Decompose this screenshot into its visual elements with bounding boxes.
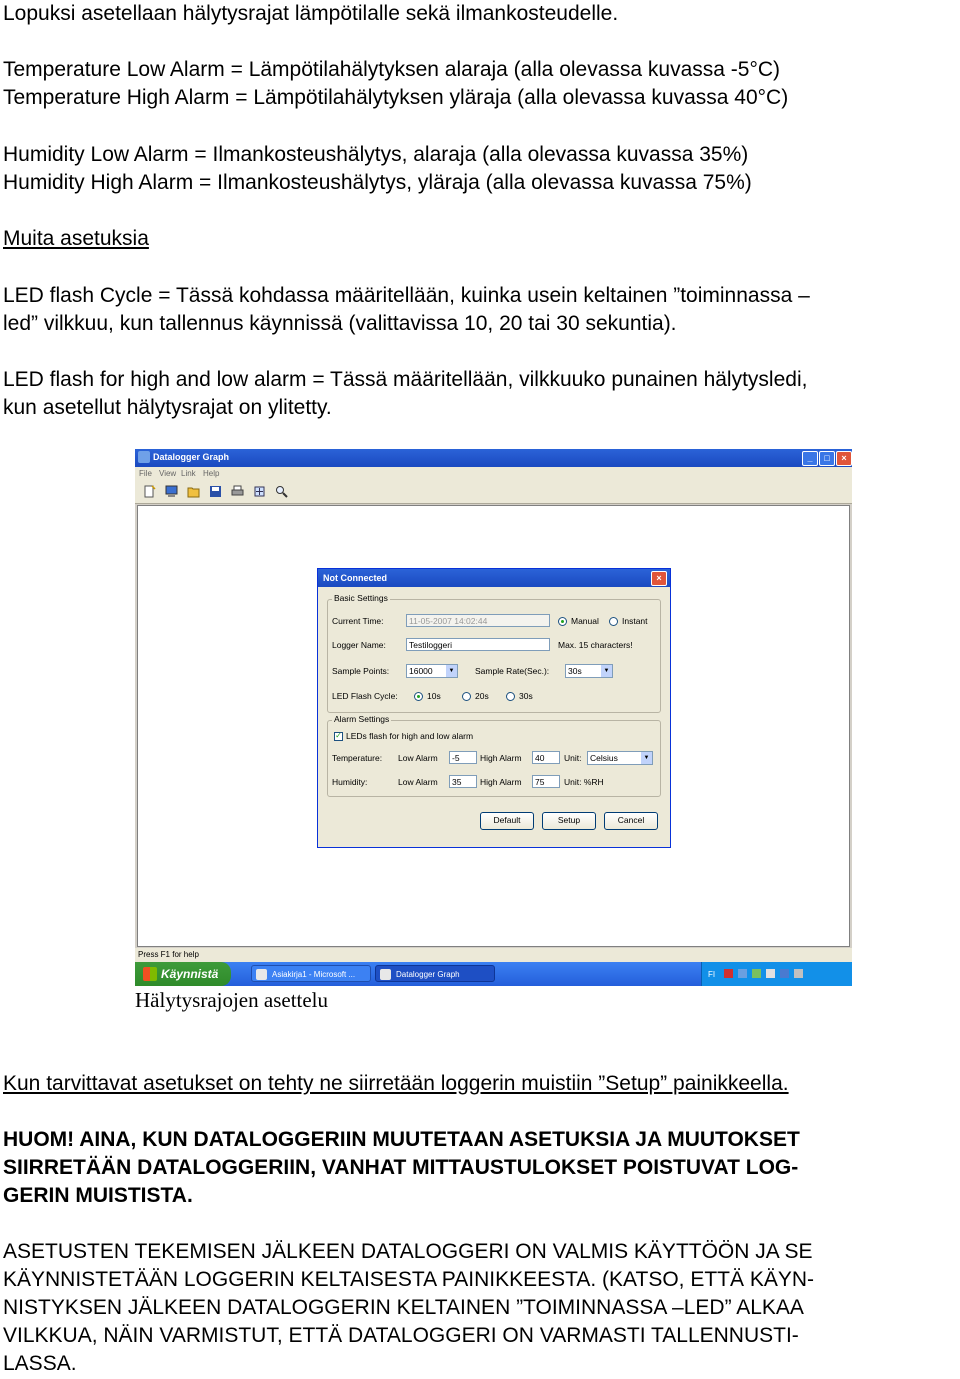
led-alarm-checkbox-label: LEDs flash for high and low alarm [346, 731, 474, 741]
chevron-down-icon: ▼ [641, 752, 652, 764]
temp-low-alarm-label: Low Alarm [398, 753, 438, 763]
temp-high-alarm-label: High Alarm [480, 753, 522, 763]
tray-monitor-icon[interactable] [780, 969, 789, 978]
tray-volume-icon[interactable] [766, 969, 775, 978]
taskbar-item-word[interactable] [251, 965, 371, 982]
sample-rate-value: 30s [568, 666, 582, 676]
basic-settings-label: Basic Settings [334, 593, 388, 603]
led-cycle-line2: led” vilkkuu, kun tallennus käynnissä (valittavissa 10, 20 tai 30 sekuntia). [3, 312, 677, 335]
setup-button[interactable]: Setup [542, 812, 596, 830]
temp-unit-select[interactable] [587, 751, 653, 765]
app-icon [138, 451, 150, 463]
warning-line1: HUOM! AINA, KUN DATALOGGERIIN MUUTETAAN ASETUKSIA JA MUUTOKSET [3, 1128, 800, 1151]
toolbar [135, 481, 852, 504]
manual-radio[interactable] [558, 617, 567, 626]
status-text: Press F1 for help [138, 950, 199, 959]
open-folder-icon[interactable] [187, 485, 200, 498]
led-alarm-checkbox[interactable]: ✓ [335, 731, 342, 740]
cycle-30s-label: 30s [519, 691, 533, 701]
system-tray [701, 962, 852, 986]
dialog-close-button[interactable]: × [651, 571, 667, 586]
menu-bar [135, 467, 852, 481]
hum-unit-label: Unit: %RH [564, 777, 604, 787]
cycle-10s-label: 10s [427, 691, 441, 701]
hum-high-alarm-label: High Alarm [480, 777, 522, 787]
hum-high-text: Humidity High Alarm = Ilmankosteushälytys, yläraja (alla olevassa kuvassa 75%) [3, 171, 752, 194]
temp-low-text: Temperature Low Alarm = Lämpötilahälytyksen alaraja (alla olevassa kuvassa -5°C) [3, 58, 781, 81]
computer-icon[interactable] [165, 485, 178, 498]
window-titlebar[interactable] [135, 449, 852, 467]
menu-view[interactable]: View [159, 469, 177, 478]
final-line1: ASETUSTEN TEKEMISEN JÄLKEEN DATALOGGERI ON VALMIS KÄYTTÖÖN JA SE [3, 1240, 813, 1263]
led-flash-cycle-label: LED Flash Cycle: [332, 691, 398, 701]
led-cycle-line1: LED flash Cycle = Tässä kohdassa määritellään, kuinka usein keltainen ”toiminnassa – [3, 284, 810, 307]
alarm-settings-label: Alarm Settings [334, 714, 390, 724]
status-bar [135, 948, 852, 962]
chevron-down-icon: ▼ [446, 665, 457, 677]
start-label: Käynnistä [161, 967, 219, 981]
cycle-10s-radio[interactable] [414, 692, 423, 701]
final-line5: LASSA. [3, 1352, 77, 1375]
setup-note: Kun tarvittavat asetukset on tehty ne siirretään loggerin muistiin ”Setup” painikkeella. [3, 1072, 789, 1095]
humidity-label: Humidity: [332, 777, 368, 787]
temp-high-alarm-field[interactable]: 40 [532, 751, 560, 764]
tray-network-icon[interactable] [738, 969, 747, 978]
logger-name-label: Logger Name: [332, 640, 386, 650]
hum-high-alarm-field[interactable]: 75 [532, 775, 560, 788]
settings-icon[interactable] [253, 485, 266, 498]
new-file-icon[interactable] [143, 485, 156, 498]
menu-link[interactable]: Link [181, 469, 196, 478]
save-icon[interactable] [209, 485, 222, 498]
chevron-down-icon: ▼ [601, 665, 612, 677]
section-heading: Muita asetuksia [3, 227, 149, 250]
close-button[interactable]: × [836, 451, 852, 466]
taskbar-item-label: Asiakirja1 - Microsoft ... [272, 970, 356, 979]
sample-points-value: 16000 [409, 666, 433, 676]
tray-antivirus-icon[interactable] [724, 969, 733, 978]
tray-usb-icon[interactable] [794, 969, 803, 978]
start-button[interactable] [135, 962, 231, 986]
default-button[interactable]: Default [480, 812, 534, 830]
led-alarm-line1: LED flash for high and low alarm = Tässä määritellään, vilkkuuko punainen hälytysledi, [3, 368, 808, 391]
word-icon [256, 969, 267, 980]
language-indicator[interactable]: FI [708, 970, 716, 979]
minimize-button[interactable]: _ [802, 451, 818, 466]
datalogger-icon [380, 969, 391, 980]
intro-text: Lopuksi asetellaan hälytysrajat lämpötilalle sekä ilmankosteudelle. [3, 2, 619, 25]
cycle-20s-label: 20s [475, 691, 489, 701]
tray-app-icon[interactable] [752, 969, 761, 978]
hum-low-text: Humidity Low Alarm = Ilmankosteushälytys, alaraja (alla olevassa kuvassa 35%) [3, 143, 749, 166]
temp-low-alarm-field[interactable]: -5 [449, 751, 477, 764]
final-line4: VILKKUA, NÄIN VARMISTUT, ETTÄ DATALOGGERI ON VARMASTI TALLENNUSTI- [3, 1324, 799, 1347]
temperature-label: Temperature: [332, 753, 383, 763]
current-time-field[interactable]: 11-05-2007 14:02:44 [406, 614, 550, 627]
warning-line3: GERIN MUISTISTA. [3, 1184, 193, 1207]
window-title: Datalogger Graph [153, 452, 230, 462]
sample-rate-label: Sample Rate(Sec.): [475, 666, 550, 676]
taskbar [135, 962, 852, 986]
logger-name-field[interactable]: Testiloggeri [406, 638, 550, 651]
led-alarm-line2: kun asetellut hälytysrajat on ylitetty. [3, 396, 332, 419]
dialog-title: Not Connected [323, 573, 387, 583]
current-time-label: Current Time: [332, 616, 384, 626]
cycle-20s-radio[interactable] [462, 692, 471, 701]
instant-radio[interactable] [609, 617, 618, 626]
manual-label: Manual [571, 616, 599, 626]
print-icon[interactable] [231, 485, 244, 498]
settings-dialog [317, 568, 671, 848]
menu-file[interactable]: File [139, 469, 152, 478]
warning-line2: SIIRRETÄÄN DATALOGGERIIN, VANHAT MITTAUSTULOKSET POISTUVAT LOG- [3, 1156, 799, 1179]
menu-help[interactable]: Help [203, 469, 220, 478]
zoom-icon[interactable] [275, 485, 288, 498]
temp-unit-value: Celsius [590, 753, 618, 763]
cancel-button[interactable]: Cancel [604, 812, 658, 830]
temp-high-text: Temperature High Alarm = Lämpötilahälytyksen yläraja (alla olevassa kuvassa 40°C) [3, 86, 789, 109]
dialog-titlebar[interactable] [318, 569, 670, 587]
hum-low-alarm-field[interactable]: 35 [449, 775, 477, 788]
sample-rate-select[interactable] [565, 664, 613, 678]
maximize-button[interactable]: □ [819, 451, 835, 466]
unit-label: Unit: [564, 753, 582, 763]
windows-logo-icon [143, 967, 157, 981]
sample-points-label: Sample Points: [332, 666, 390, 676]
hum-low-alarm-label: Low Alarm [398, 777, 438, 787]
final-line3: NISTYKSEN JÄLKEEN DATALOGGERIN KELTAINEN ”TOIMINNASSA –LED” ALKAA [3, 1296, 804, 1319]
final-line2: KÄYNNISTETÄÄN LOGGERIN KELTAISESTA PAINIKKEESTA. (KATSO, ETTÄ KÄYN- [3, 1268, 815, 1291]
figure-caption: Hälytysrajojen asettelu [135, 988, 329, 1012]
max-chars-note: Max. 15 characters! [558, 640, 633, 650]
taskbar-item-label: Datalogger Graph [396, 970, 460, 979]
instant-label: Instant [622, 616, 648, 626]
sample-points-select[interactable] [406, 664, 458, 678]
cycle-30s-radio[interactable] [506, 692, 515, 701]
taskbar-item-datalogger[interactable] [375, 965, 495, 982]
